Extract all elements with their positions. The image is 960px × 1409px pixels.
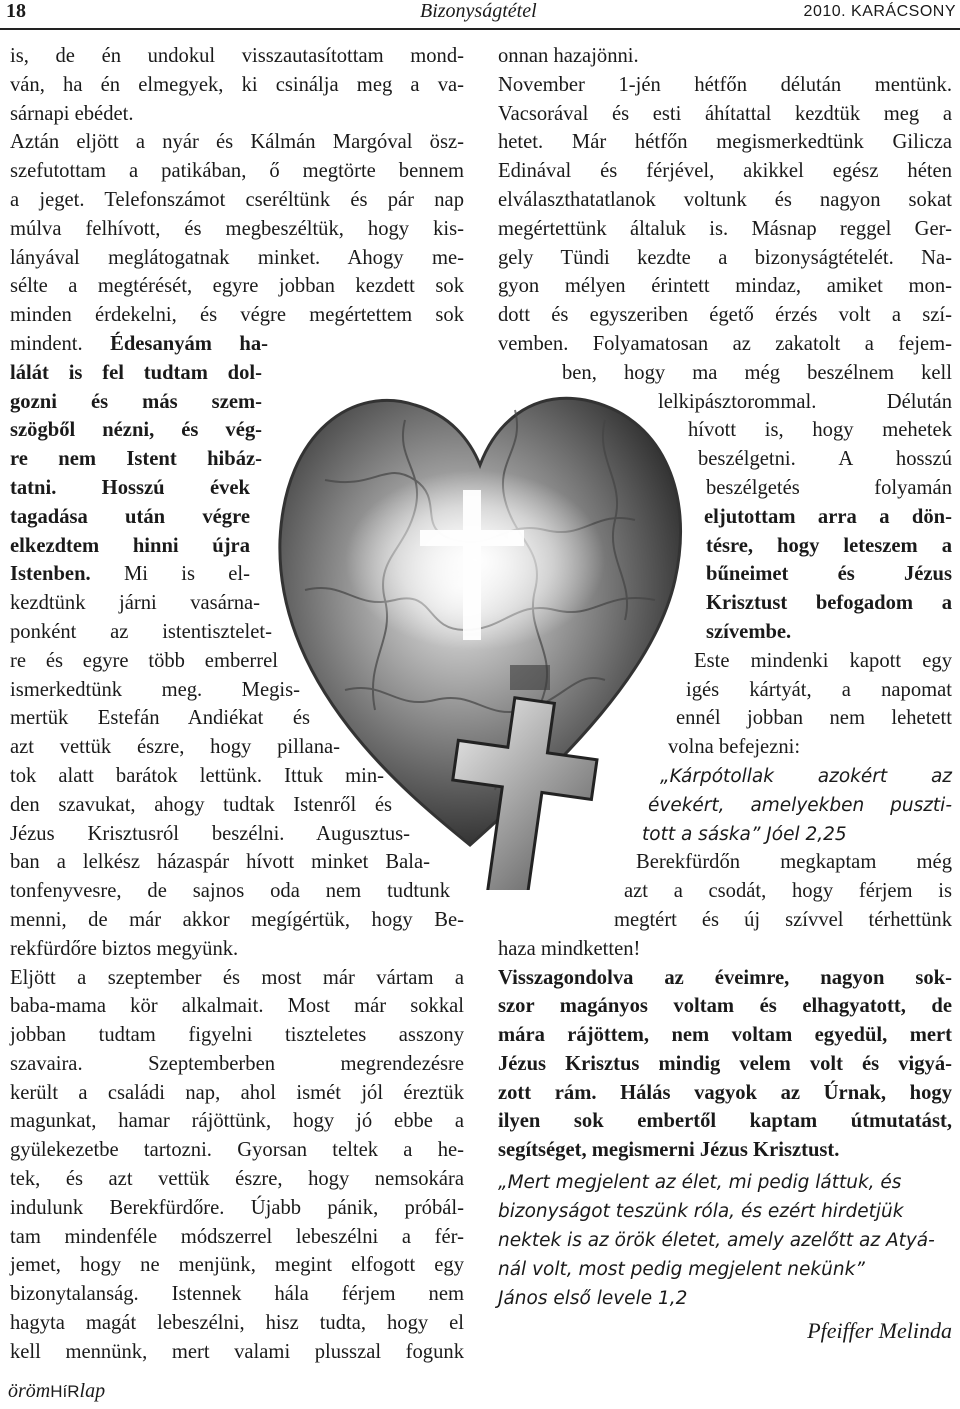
right-column — [498, 42, 952, 1165]
right-text-line: gely Tündi kezdte a bizonyságtételét. Na- — [498, 246, 952, 269]
closing-quote — [498, 1168, 952, 1313]
left-text-line: gyülekezetbe tartozni. Gyorsan teltek a he- — [10, 1139, 464, 1162]
left-text-line: ván, ha én elmegyek, ki csinálja meg a va- — [10, 73, 464, 96]
right-text-line: hetet. Már hétfőn megismerkedtünk Gilicza — [498, 131, 952, 154]
right-text-line: szívembe. — [706, 620, 792, 643]
left-text-line: magunkat, hamar rájöttünk, hogy jó ebbe a — [10, 1110, 464, 1133]
left-text-line: tatni. Hosszú évek — [10, 476, 250, 499]
left-text-line: ponként az istentisztelet- — [10, 620, 272, 643]
section-title: Bizonyságtétel — [420, 0, 537, 22]
left-text-line: ban a lelkész házaspár hívott minket Bala- — [10, 851, 430, 874]
left-text-line: Aztán eljött a nyár és Kálmán Margóval ösz- — [10, 131, 464, 154]
left-text-line: került a családi nap, ahol ismét jól éreztük — [10, 1081, 464, 1104]
left-text-line: tok alatt barátok lettünk. Ittuk min- — [10, 764, 384, 787]
left-text-line: szavaira. Szeptemberben megrendezésre — [10, 1052, 464, 1075]
quote-line: „Mert megjelent az élet, mi pedig láttuk, és — [498, 1172, 902, 1193]
right-text-line: megtért és új szívvel térhettünk — [614, 908, 952, 931]
right-text-line: Berekfürdőn megkaptam még — [636, 851, 952, 874]
left-text-line: mertük Estefán Andiékat és — [10, 707, 310, 730]
left-text-line: Istenben. Mi is el- — [10, 563, 250, 586]
right-text-line: tott a sáska” Jóel 2,25 — [642, 823, 847, 845]
left-text-line: gozni és más szem- — [10, 390, 262, 413]
right-text-line: ben, hogy ma még beszélnem kell — [562, 361, 952, 384]
left-text-line: menni, de már akkor megígértük, hogy Be- — [10, 908, 464, 931]
right-text-line: hívott is, hogy mehetek — [688, 419, 952, 442]
left-text-line: re és egyre több emberrel — [10, 649, 278, 672]
right-text-line: Jézus Krisztus mindig velem volt és vigyá- — [498, 1052, 952, 1075]
left-text-line: rekfürdőre biztos megyünk. — [10, 937, 239, 960]
issue-label: 2010. KARÁCSONY — [803, 3, 956, 20]
right-text-line: Visszagondolva az éveimre, nagyon sok- — [498, 966, 952, 989]
left-text-line: Jézus Krisztusról beszélni. Augusztus- — [10, 822, 410, 845]
right-text-line: azt a csodát, hogy férjem is — [624, 880, 952, 903]
left-text-line: lányával meglátogatnak minket. Ahogy me- — [10, 246, 464, 269]
page-header — [0, 0, 960, 30]
right-text-line: bűneimet és Jézus — [706, 563, 952, 586]
quote-line: nál volt, most pedig megjelent nekünk” — [498, 1259, 865, 1280]
right-text-line: November 1-jén hétfőn délután mentünk. — [498, 73, 952, 96]
left-text-line: bizonytalanság. Istennek hála férjem nem — [10, 1283, 464, 1306]
quote-line: nektek is az örök életet, amely azelőtt az Atyá- — [498, 1230, 935, 1251]
right-text-line: gyon mélyen érintett mindaz, amiket mon- — [498, 275, 952, 298]
left-text-line: tagadása után végre — [10, 505, 250, 528]
right-text-line: onnan hazajönni. — [498, 45, 639, 67]
left-text-line: tek, és azt vettük észre, hogy nemsokára — [10, 1168, 464, 1191]
right-text-line: vemben. Folyamatosan az zakatolt a fejem- — [498, 332, 952, 355]
right-text-line: megértettünk általuk is. Másnap reggel Ger- — [498, 217, 952, 240]
author-name: Pfeiffer Melinda — [807, 1318, 952, 1343]
right-text-line: dott és egyszeriben égető érzés volt a szí- — [498, 304, 952, 327]
right-text-line: lelkipásztorommal. Délután — [658, 390, 952, 413]
right-text-line: beszélgetés folyamán — [706, 476, 952, 499]
left-column — [10, 42, 464, 1367]
left-text-line: sárnapi ebédet. — [10, 102, 134, 125]
right-text-line: ennél jobban nem lehetett — [676, 707, 952, 730]
left-text-line: minden érdekelni, és végre megértettem sok — [10, 304, 464, 327]
right-text-line: mára rájöttem, nem voltam egyedül, mert — [498, 1024, 952, 1047]
left-text-line: indulunk Berekfürdőre. Újabb pánik, próbál- — [10, 1196, 464, 1219]
left-text-line: re nem Istent hibáz- — [10, 448, 262, 471]
right-text-line: eljutottam arra a dön- — [704, 505, 952, 528]
right-text-line: volna befejezni: — [668, 736, 801, 759]
left-text-line: den szavukat, ahogy tudtak Istenről és — [10, 793, 392, 816]
right-text-line: szor magányos voltam és elhagyatott, de — [498, 995, 952, 1018]
right-text-line: beszélgetni. A hosszú — [698, 448, 952, 471]
right-text-line: Vacsorával és esti áhítattal kezdtük meg a — [498, 102, 952, 125]
left-text-line: tonfenyvesre, de sajnos oda nem tudtunk — [10, 880, 450, 903]
right-text-line: Edinával és férjével, akikkel egész héten — [498, 160, 952, 183]
left-text-line: kezdtünk járni vasárna- — [10, 592, 260, 615]
left-text-line: Eljött a szeptember és most már vártam a — [10, 966, 464, 989]
right-text-line: Este mindenki kapott egy — [694, 649, 952, 672]
left-text-line: múlva felhívott, és megbeszéltük, hogy kis- — [10, 217, 464, 240]
left-text-line: elkezdtem hinni újra — [10, 534, 250, 557]
left-text-line: ismerkedtünk meg. Megis- — [10, 678, 300, 701]
quote-line: János első levele 1,2 — [498, 1288, 688, 1309]
right-text-line: Krisztust befogadom a — [706, 592, 952, 615]
left-text-line: kell mennünk, mert valami plusszal fogunk — [10, 1340, 464, 1363]
left-text-line: baba-mama kör alkalmait. Most már sokkal — [10, 995, 464, 1018]
page-number: 18 — [6, 0, 26, 22]
right-text-line: zott rám. Hálás vagyok az Úrnak, hogy — [498, 1081, 952, 1104]
right-text-line: elválaszthatatlanok voltunk és nagyon sokat — [498, 188, 952, 211]
left-text-line: a jeget. Telefonszámot cseréltünk és pár nap — [10, 188, 464, 211]
left-text-line: tam mindenféle módszerrel lebeszélni a fér- — [10, 1225, 464, 1248]
right-text-line: igés kártyát, a napomat — [686, 678, 952, 701]
left-text-line: is, de én undokul visszautasítottam mond- — [10, 45, 464, 67]
right-text-line: „Kárpótollak azokért az — [660, 765, 952, 787]
footer-logo: örömHíRlap — [8, 1380, 106, 1402]
left-text-line: azt vettük észre, hogy pillana- — [10, 736, 340, 759]
right-text-line: tésre, hogy leteszem a — [706, 534, 952, 557]
left-text-line: jobban tudtam figyelni tiszteletes asszony — [10, 1024, 464, 1047]
right-text-line: ilyen sok embertől kaptam útmutatást, — [498, 1110, 952, 1133]
left-text-line: lálát is fel tudtam dol- — [10, 361, 262, 384]
left-text-line: szefutottam a patikában, ő megtörte bennem — [10, 160, 464, 183]
left-text-line: szögből nézni, és vég- — [10, 419, 262, 442]
left-text-line: sélte a megtérését, egyre jobban kezdett sok — [10, 275, 464, 298]
right-text-line: haza mindketten! — [498, 937, 641, 960]
left-text-line: hagyta magát lebeszélni, hisz tudta, hogy el — [10, 1312, 464, 1335]
right-text-line: évekért, amelyekben puszti- — [648, 794, 952, 816]
left-text-line: jemet, hogy ne menjünk, megint elfogott egy — [10, 1254, 464, 1277]
quote-line: bizonyságot teszünk róla, és ezért hirdetjük — [498, 1201, 904, 1222]
right-text-line: segítséget, megismerni Jézus Krisztust. — [498, 1139, 840, 1162]
left-text-line: mindent. Édesanyám ha- — [10, 332, 268, 355]
